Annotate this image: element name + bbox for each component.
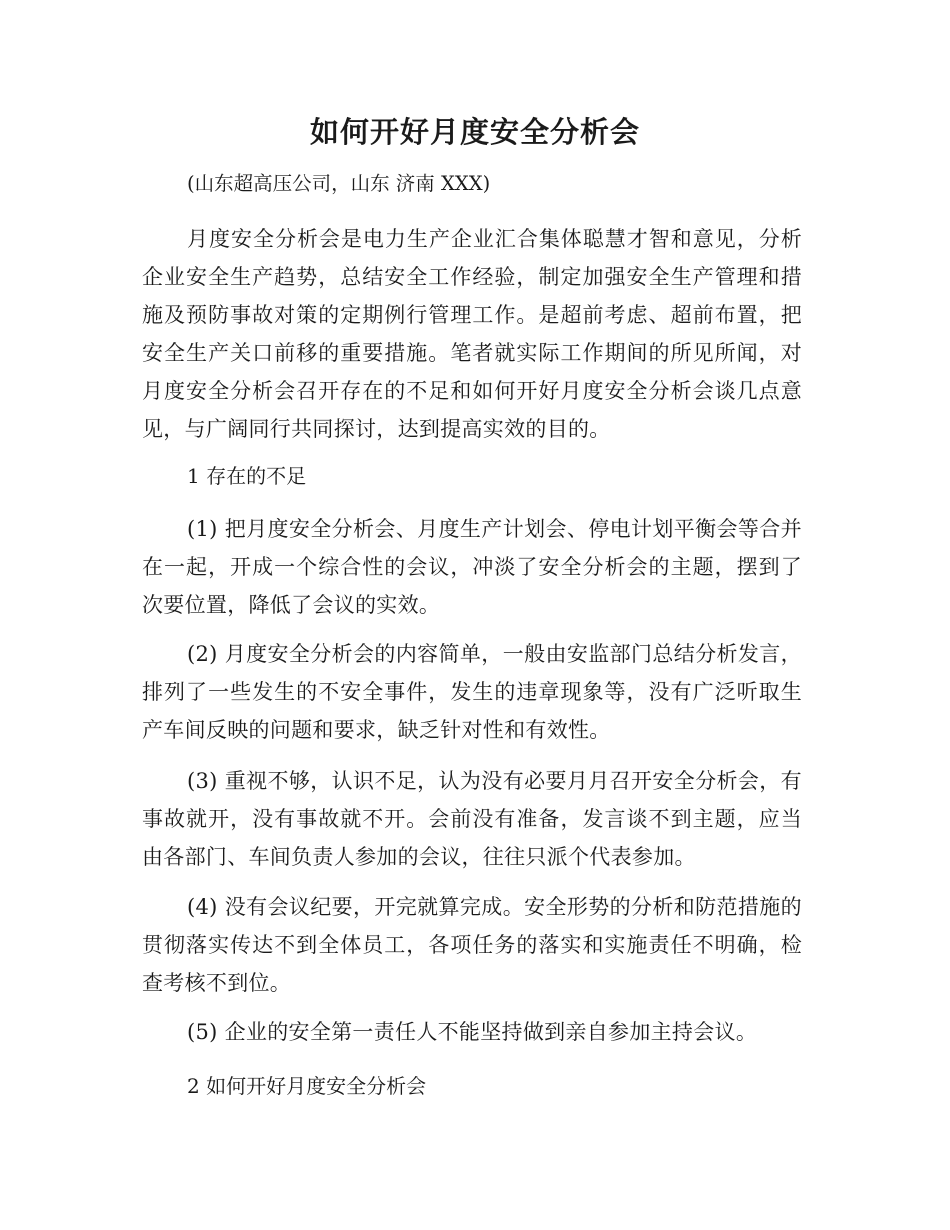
list-item-5: (5) 企业的安全第一责任人不能坚持做到亲自参加主持会议。 — [187, 1020, 758, 1044]
document-title: 如何开好月度安全分析会 — [309, 115, 640, 149]
intro-paragraph: 月度安全分析会是电力生产企业汇合集体聪慧才智和意见，分析企业安全生产趋势，总结安全工作经验，制定加强安全生产管理和措施及预防事故对策的定期例行管理工作。是超前考虑、超前布置，把安全生产关口前移的重要措施。笔者就实际工作期间的所见所闻，对月度安全分析会召开存在的不足和如何开好月度安全分析会谈几点意见，与广阔同行共同探讨，达到提高实效的目的。 — [142, 227, 802, 441]
list-item-4: (4) 没有会议纪要，开完就算完成。安全形势的分析和防范措施的贯彻落实传达不到全体员工，各项任务的落实和实施责任不明确，检查考核不到位。 — [142, 895, 802, 995]
list-item-3: (3) 重视不够，认识不足，认为没有必要月月召开安全分析会，有事故就开，没有事故就不开。会前没有准备，发言谈不到主题，应当由各部门、车间负责人参加的会议，往往只派个代表参加。 — [142, 769, 802, 869]
author-affiliation: (山东超高压公司，山东 济南 XXX) — [187, 172, 491, 195]
section-heading-1: 1 存在的不足 — [187, 464, 307, 488]
section-heading-2: 2 如何开好月度安全分析会 — [187, 1074, 427, 1098]
list-item-1: (1) 把月度安全分析会、月度生产计划会、停电计划平衡会等合并在一起，开成一个综合性的会议，冲淡了安全分析会的主题，摆到了次要位置，降低了会议的实效。 — [142, 517, 802, 617]
list-item-2: (2) 月度安全分析会的内容简单，一般由安监部门总结分析发言，排列了一些发生的不安全事件，发生的违章现象等，没有广泛听取生产车间反映的问题和要求，缺乏针对性和有效性。 — [142, 642, 802, 742]
